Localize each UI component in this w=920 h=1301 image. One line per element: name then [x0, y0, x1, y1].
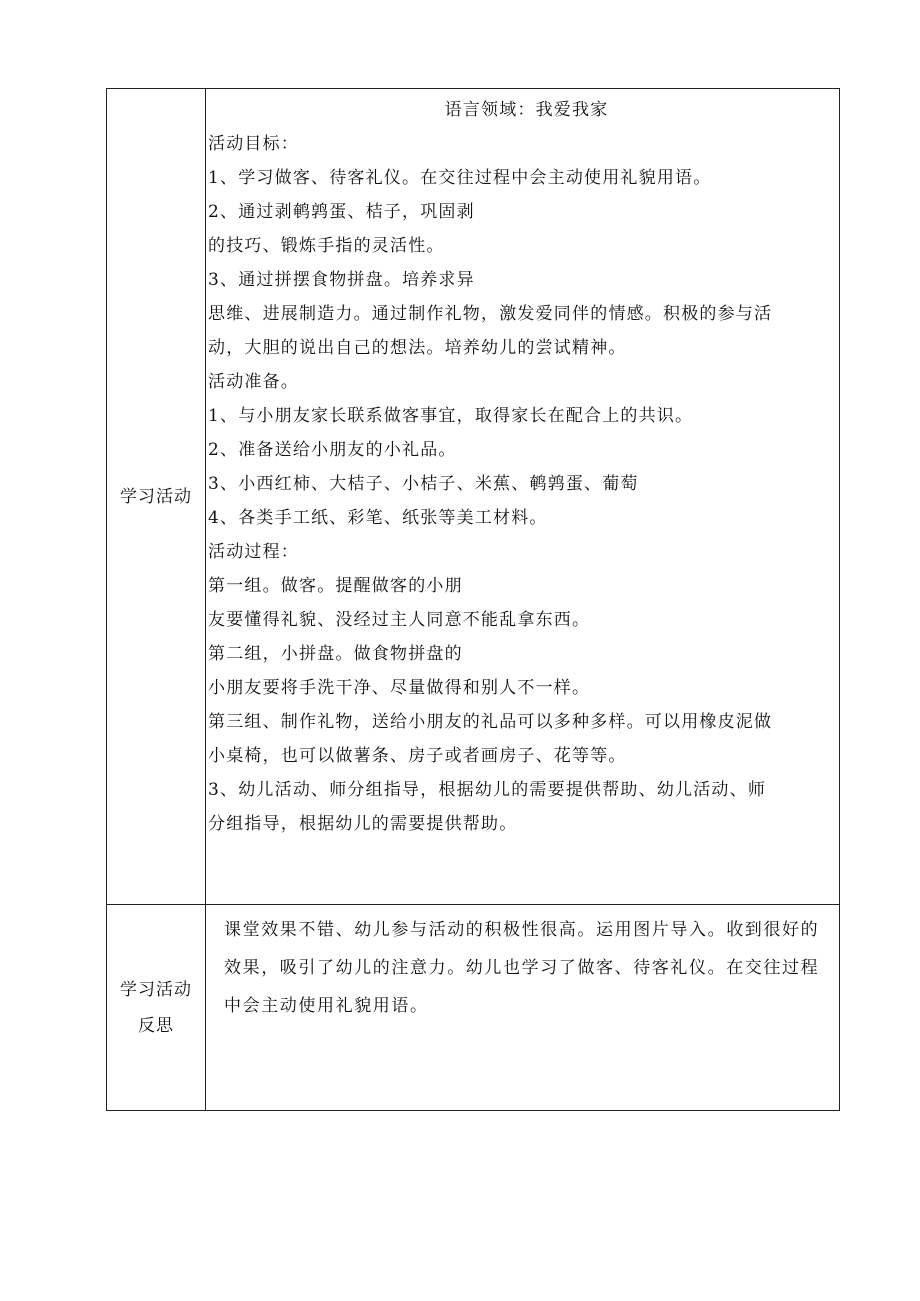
reflection-row [107, 905, 840, 1111]
activity-text-block [206, 89, 839, 841]
lesson-plan-table [106, 88, 840, 1111]
activity-line: 2、通过剥鹌鹑蛋、桔子，巩固剥 [208, 202, 475, 222]
activity-line: 思维、进展制造力。通过制作礼物，激发爱同伴的情感。积极的参与活 [208, 304, 773, 324]
reflection-text-block [206, 905, 839, 1025]
reflection-label-cell [107, 905, 206, 1111]
activity-line: 4、各类手工纸、彩笔、纸张等美工材料。 [208, 508, 548, 528]
activity-line: 活动准备。 [208, 372, 299, 392]
activity-line: 活动过程： [208, 542, 299, 562]
reflection-content-cell [206, 905, 840, 1111]
activity-line: 友要懂得礼貌、没经过主人同意不能乱拿东西。 [208, 610, 591, 630]
reflection-label-line1: 学习活动 [120, 979, 192, 1000]
learning-activity-label: 学习活动 [120, 486, 192, 507]
activity-line: 1、与小朋友家长联系做客事宜，取得家长在配合上的共识。 [208, 406, 694, 426]
activity-line: 分组指导，根据幼儿的需要提供帮助。 [208, 814, 518, 834]
activity-line: 动，大胆的说出自己的想法。培养幼儿的尝试精神。 [208, 338, 627, 358]
activity-line: 的技巧、锻炼手指的灵活性。 [208, 236, 445, 256]
activity-line: 第二组，小拼盘。做食物拼盘的 [208, 644, 463, 664]
reflection-text: 课堂效果不错、幼儿参与活动的积极性很高。运用图片导入。收到很好的效果，吸引了幼儿的注意力。幼儿也学习了做客、待客礼仪。在交往过程中会主动使用礼貌用语。 [224, 920, 820, 1016]
reflection-label-line2: 反思 [138, 1015, 174, 1036]
activity-line: 3、幼儿活动、师分组指导，根据幼儿的需要提供帮助、幼儿活动、师 [208, 780, 767, 800]
activity-line: 3、通过拼摆食物拼盘。培养求异 [208, 270, 475, 290]
activity-line: 1、学习做客、待客礼仪。在交往过程中会主动使用礼貌用语。 [208, 168, 712, 188]
activity-line: 第一组。做客。提醒做客的小朋 [208, 576, 463, 596]
activity-line: 3、小西红柿、大桔子、小桔子、米蕉、鹌鹑蛋、葡萄 [208, 474, 639, 494]
learning-activity-row [107, 89, 840, 905]
learning-activity-content-cell [206, 89, 840, 905]
activity-line: 第三组、制作礼物，送给小朋友的礼品可以多种多样。可以用橡皮泥做 [208, 712, 773, 732]
learning-activity-label-cell [107, 89, 206, 905]
activity-line: 活动目标： [208, 134, 299, 154]
activity-line: 小朋友要将手洗干净、尽量做得和别人不一样。 [208, 678, 591, 698]
activity-title: 语言领域：我爱我家 [444, 100, 609, 120]
activity-line: 2、准备送给小朋友的小礼品。 [208, 440, 457, 460]
activity-line: 小桌椅，也可以做薯条、房子或者画房子、花等等。 [208, 746, 627, 766]
